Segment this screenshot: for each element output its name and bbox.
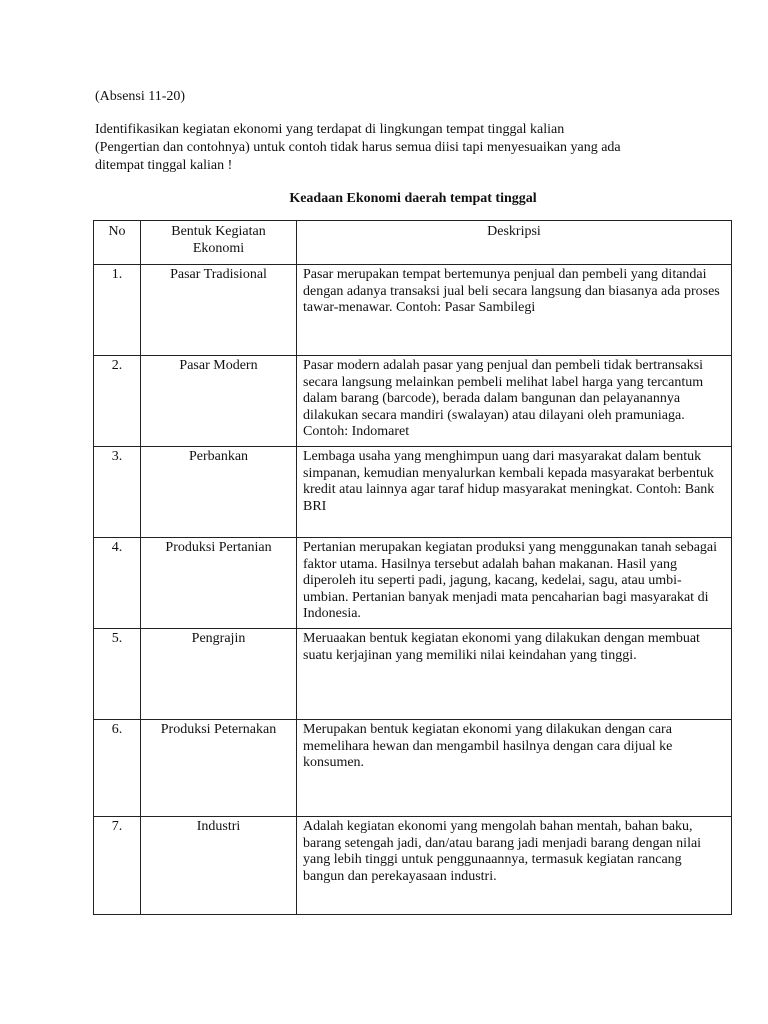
row-description: Merupakan bentuk kegiatan ekonomi yang dilakukan dengan cara memelihara hewan dan mengambil hasilnya dengan cara dijual ke konsumen. [297, 720, 732, 817]
row-activity: Produksi Peternakan [141, 720, 297, 817]
instruction-line: ditempat tinggal kalian ! [95, 158, 233, 173]
row-description: Meruaakan bentuk kegiatan ekonomi yang dilakukan dengan membuat suatu kerjajinan yang memiliki nilai keindahan yang tinggi. [297, 629, 732, 720]
instruction-line: (Pengertian dan contohnya) untuk contoh tidak harus semua diisi tapi menyesuaikan yang ada [95, 140, 621, 155]
row-activity: Pasar Modern [141, 356, 297, 447]
column-header-no: No [94, 221, 141, 265]
row-activity: Produksi Pertanian [141, 538, 297, 629]
row-activity: Industri [141, 817, 297, 915]
column-header-bentuk [141, 221, 297, 265]
table-row [94, 720, 732, 817]
row-number: 2. [94, 356, 141, 447]
row-number: 3. [94, 447, 141, 538]
column-header-bentuk-line: Ekonomi [192, 240, 245, 256]
row-number: 1. [94, 265, 141, 356]
row-activity: Pasar Tradisional [141, 265, 297, 356]
row-description: Adalah kegiatan ekonomi yang mengolah bahan mentah, bahan baku, barang setengah jadi, dan/atau barang jadi menjadi barang dengan nilai yang lebih tinggi untuk penggunaannya, termasuk kegiatan rancang bangun dan perekayasaan industri. [297, 817, 732, 915]
table-row [94, 629, 732, 720]
instruction-line: Identifikasikan kegiatan ekonomi yang terdapat di lingkungan tempat tinggal kalian [95, 122, 565, 137]
row-description: Pasar modern adalah pasar yang penjual dan pembeli tidak bertransaksi secara langsung melainkan pembeli melihat label harga yang tercantum dalam barang (barcode), berada dalam bangunan dan pelayanannya dilakukan secara mandiri (swalayan) atau dilayani oleh pramuniaga. Contoh: Indomaret [297, 356, 732, 447]
absensi-label: (Absensi 11-20) [95, 89, 186, 104]
row-number: 4. [94, 538, 141, 629]
table-header-row [94, 221, 732, 265]
table-row [94, 265, 732, 356]
instruction-text [95, 121, 695, 175]
table-row [94, 817, 732, 915]
table-row [94, 447, 732, 538]
row-description: Lembaga usaha yang menghimpun uang dari masyarakat dalam bentuk simpanan, kemudian menyalurkan kembali kepada masyarakat berbentuk kredit atau lainnya agar taraf hidup masyarakat meningkat. Contoh: Bank BRI [297, 447, 732, 538]
row-number: 7. [94, 817, 141, 915]
row-description: Pasar merupakan tempat bertemunya penjual dan pembeli yang ditandai dengan adanya transaksi jual beli secara langsung dan biasanya ada proses tawar-menawar. Contoh: Pasar Sambilegi [297, 265, 732, 356]
row-activity: Perbankan [141, 447, 297, 538]
table-row [94, 356, 732, 447]
column-header-bentuk-line: Bentuk Kegiatan [171, 224, 266, 239]
table-row [94, 538, 732, 629]
column-header-deskripsi: Deskripsi [297, 221, 732, 265]
row-activity: Pengrajin [141, 629, 297, 720]
row-number: 5. [94, 629, 141, 720]
economic-activity-table [93, 220, 732, 915]
document-title: Keadaan Ekonomi daerah tempat tinggal [289, 191, 537, 206]
row-number: 6. [94, 720, 141, 817]
row-description: Pertanian merupakan kegiatan produksi yang menggunakan tanah sebagai faktor utama. Hasilnya tersebut adalah bahan makanan. Hasil yang diperoleh itu seperti padi, jagung, kacang, kedelai, sagu, atau umbi-umbian. Pertanian banyak menjadi mata pencaharian bagi masyarakat di Indonesia. [297, 538, 732, 629]
